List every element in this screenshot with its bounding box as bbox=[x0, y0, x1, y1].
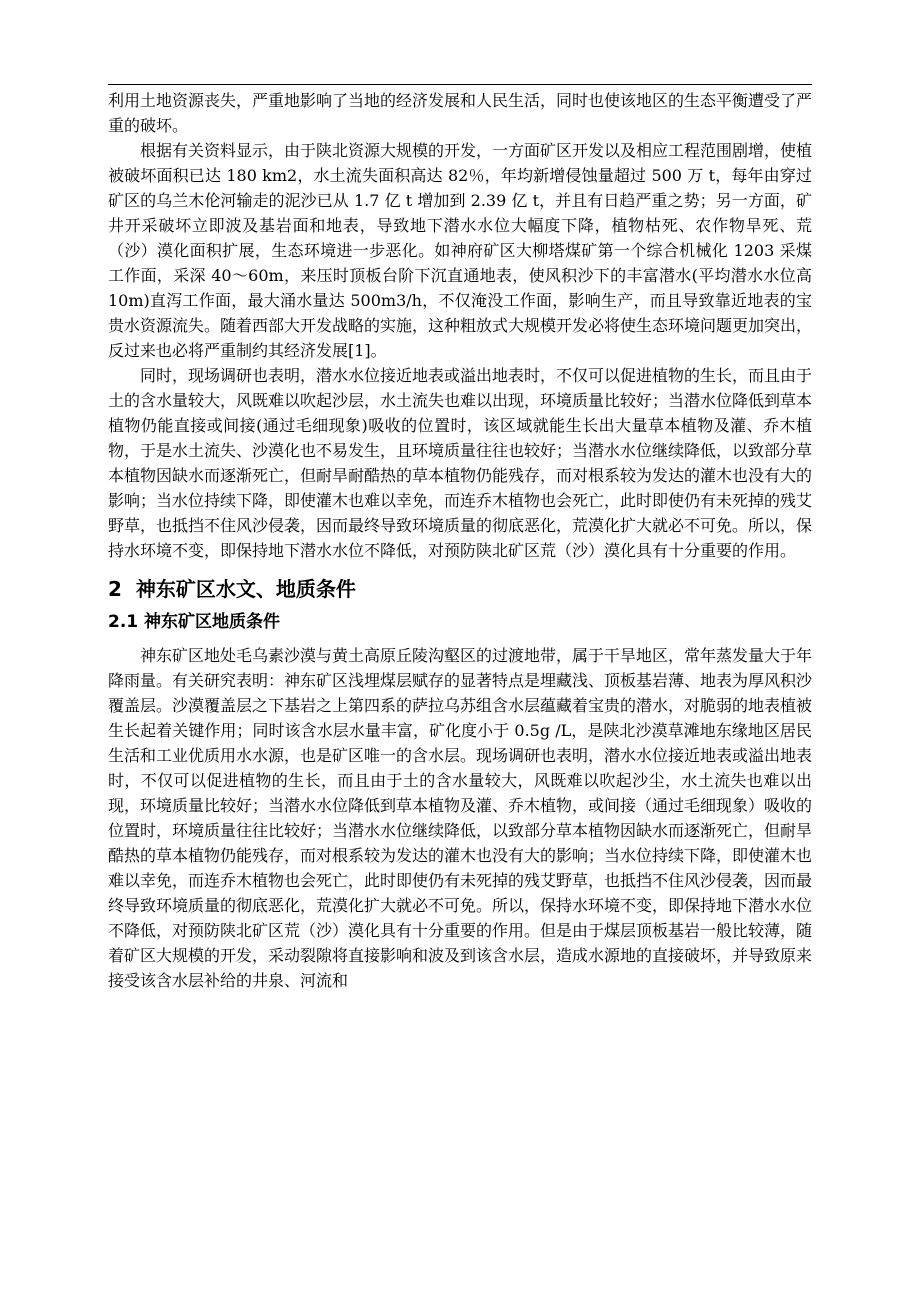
header-rule bbox=[108, 84, 812, 85]
section-title: 神东矿区水文、地质条件 bbox=[135, 577, 356, 601]
subsection-heading-2-1: 2.1 神东矿区地质条件 bbox=[108, 612, 281, 632]
document-body bbox=[108, 88, 812, 993]
paragraph-field-research: 同时，现场调研也表明，潜水水位接近地表或溢出地表时，不仅可以促进植物的生长，而且由于土的含水量较大，风既难以吹起沙层，水土流失也难以出现，环境质量比较好；当潜水位降低到草本植物仍能直接或间接(通过毛细现象)吸收的位置时，该区域就能生长出大量草本植物及灌、乔木植物，于是水土流失、沙漠化也不易发生，且环境质量往往也较好；当潜水水位继续降低，以致部分草本植物因缺水而逐渐死亡，但耐旱耐酷热的草本植物仍能残存，而对根系较为发达的灌木也没有大的影响；当水位持续下降，即使灌木也难以幸免，而连乔木植物也会死亡，此时即使仍有未死掉的残艾野草，也抵挡不住风沙侵袭，因而最终导致环境质量的彻底恶化，荒漠化扩大就必不可免。所以，保持水环境不变，即保持地下潜水水位不降低，对预防陕北矿区荒（沙）漠化具有十分重要的作用。 bbox=[108, 366, 813, 560]
paragraph-geology: 神东矿区地处毛乌素沙漠与黄土高原丘陵沟壑区的过渡地带，属于干旱地区，常年蒸发量大于年降雨量。有关研究表明：神东矿区浅埋煤层赋存的显著特点是埋藏浅、顶板基岩薄、地表为厚风积沙覆盖层。沙漠覆盖层之下基岩之上第四系的萨拉乌苏组含水层蕴藏着宝贵的潜水，对脆弱的地表植被生长起着关键作用；同时该含水层水量丰富，矿化度小于 0.5g /L，是陕北沙漠草滩地东缘地区居民生活和工业优质用水水源，也是矿区唯一的含水层。现场调研也表明，潜水水位接近地表或溢出地表时，不仅可以促进植物的生长，而且由于土的含水量较大，风既难以吹起沙尘，水土流失也难以出现，环境质量比较好；当潜水水位降低到草本植物及灌、乔木植物，或间接（通过毛细现象）吸收的位置时，环境质量往往比较好；当潜水水位继续降低，以致部分草本植物因缺水而逐渐死亡，但耐旱酷热的草本植物仍能残存，而对根系较为发达的灌木也没有大的影响；当水位持续下降，即使灌木也难以幸免，而连乔木植物也会死亡，此时即使仍有未死掉的残艾野草，也抵挡不住风沙侵袭，因而最终导致环境质量的彻底恶化，荒漠化扩大就必不可免。所以，保持水环境不变，即保持地下潜水水位不降低，对预防陕北矿区荒（沙）漠化具有十分重要的作用。但是由于煤层顶板基岩一般比较薄，随着矿区大规模的开发，采动裂隙将直接影响和波及到该含水层，造成水源地的直接破坏，并导致原来接受该含水层补给的井泉、河流和 bbox=[108, 646, 813, 990]
section-heading-2 bbox=[108, 575, 812, 603]
paragraph-resource-development: 根据有关资料显示，由于陕北资源大规模的开发，一方面矿区开发以及相应工程范围剧增，使植被破坏面积已达 180 km2，水土流失面积高达 82％，年均新增侵蚀量超过 500 万 t，每年由穿过矿区的乌兰木伦河输走的泥沙已从 1.7 亿 t 增加到 2.39 亿 t，并且有日趋严重之势；另一方面，矿井开采破坏立即波及基岩面和地表，导致地下潜水水位大幅度下降，植物枯死、农作物旱死、荒（沙）漠化面积扩展，生态环境进一步恶化。如神府矿区大柳塔煤矿第一个综合机械化 1203 采煤工作面，采深 40～60m，来压时顶板台阶下沉直通地表，使风积沙下的丰富潜水(平均潜水水位高 10m)直泻工作面，最大涌水量达 500m3/h，不仅淹没工作面，影响生产，而且导致靠近地表的宝贵水资源流失。随着西部大开发战略的实施，这种粗放式大规模开发必将使生态环境问题更加突出，反过来也必将严重制约其经济发展[1]。 bbox=[108, 141, 813, 360]
paragraph-continued: 利用土地资源丧失，严重地影响了当地的经济发展和人民生活，同时也使该地区的生态平衡遭受了严重的破坏。 bbox=[108, 91, 813, 135]
section-number: 2 bbox=[108, 577, 122, 601]
